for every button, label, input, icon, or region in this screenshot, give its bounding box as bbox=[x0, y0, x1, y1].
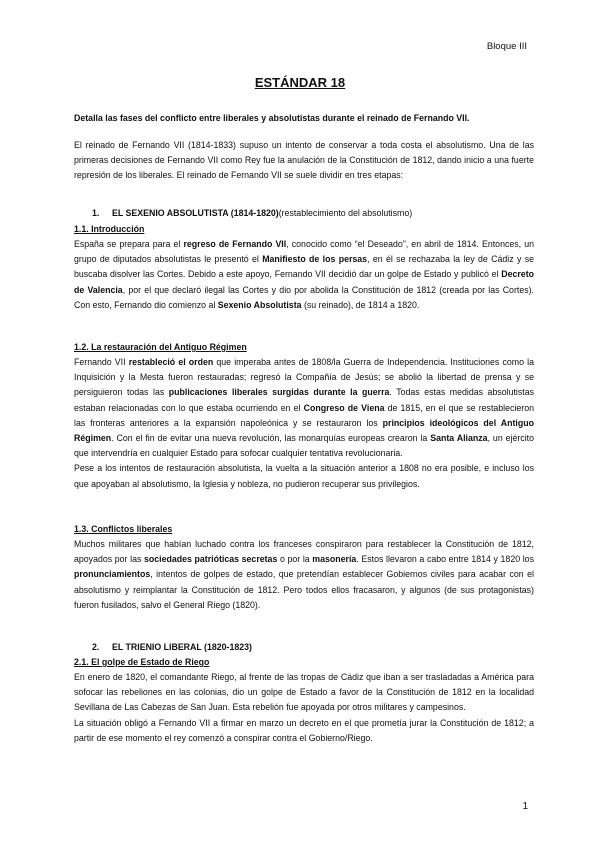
page-title: ESTÁNDAR 18 bbox=[254, 75, 346, 90]
subsection-1-1-heading: 1.1. Introducción bbox=[74, 224, 145, 234]
subsection-2-1-paragraph-2: La situación obligó a Fernando VII a firmar en marzo un decreto en el que prometía jurar la Constitución de 1812; a partir de ese momento el rey comenzó a conspirar contra el Gobierno/Riego. bbox=[74, 717, 534, 743]
section-2-title: EL TRIENIO LIBERAL (1820-1823) bbox=[112, 642, 252, 652]
text-run: (su reinado), de 1814 a 1820. bbox=[301, 299, 420, 310]
text-run: , conocido como “el Deseado”, en abril de 1814. Entonces, un grupo de diputados absolutistas le presentó el bbox=[74, 239, 534, 265]
text-run: de 1815, en el que se restablecieron las fronteras anteriores a la expansión napoleónica y se restauraron los bbox=[74, 402, 534, 428]
subsection-1-1-paragraph bbox=[74, 237, 534, 313]
subsection-2-1-paragraph-1: En enero de 1820, el comandante Riego, al frente de las tropas de Cádiz que iban a ser trasladadas a América para sofocar las rebeliones en las colonias, dio un golpe de Estado a favor de la Constitución de 1812 en la localidad Sevillana de Las Cabezas de San Juan. Esta rebelión fue apoyada por otros militares y campesinos. bbox=[74, 672, 534, 713]
bold-term: Santa Alianza bbox=[430, 433, 488, 444]
text-run: . Con el fin de evitar una nueva revolución, las monarquías europeas crearon la bbox=[111, 433, 431, 444]
subsection-2-1-heading: 2.1. El golpe de Estado de Riego bbox=[74, 657, 210, 667]
text-run: . Todas estas medidas absolutistas estaban relacionadas con lo que estaba ocurriendo en el bbox=[74, 387, 534, 413]
bold-term: regreso de Fernando VII bbox=[183, 239, 287, 249]
text-run: , intentos de golpes de estado, que pretendían establecer Gobiernos civiles para acabar con el absolutismo y reimplantar la Constitución de 1812. Pero todos ellos fracasaron, y algunos (de sus protagonistas) fueron fusilados, salvo el General Riego (1820). bbox=[74, 569, 534, 610]
bold-term: Sexenio Absolutista bbox=[217, 299, 302, 310]
block-label: Bloque III bbox=[486, 41, 527, 52]
bold-term: Decreto de Valencia bbox=[74, 269, 534, 295]
section-1-title: EL SEXENIO ABSOLUTISTA (1814-1820) bbox=[112, 208, 279, 218]
bold-term: publicaciones liberales surgidas durante la guerra bbox=[168, 387, 390, 398]
section-1-number: 1. bbox=[92, 208, 100, 218]
bold-term: masonería bbox=[312, 554, 357, 565]
text-run: o por la bbox=[277, 554, 313, 565]
bold-term: pronunciamientos bbox=[74, 569, 151, 580]
text-run: que imperaba antes de 1808/la Guerra de Independencia. Instituciones como la Inquisición y la Mesta fueron restauradas; regresó la Compañía de Jesús; se abolió la libertad de prensa y se persiguieron todas las bbox=[74, 357, 534, 398]
subsection-1-2-paragraph-2: Pese a los intentos de restauración absolutista, la vuelta a la situación anterior a 1808 no era posible, e incluso los que apoyaban al absolutismo, la Iglesia y nobleza, no pudieron recuperar sus privilegios. bbox=[74, 463, 534, 489]
section-1-heading bbox=[74, 206, 534, 221]
text-run: , un ejército que intervendría en cualquier Estado para sofocar cualquier tentativa revolucionaria. bbox=[74, 433, 534, 459]
bold-term: Congreso de Viena bbox=[303, 402, 385, 413]
text-run: . Estos llevaron a cabo entre 1814 y 1820 los bbox=[356, 554, 534, 565]
section-2-number: 2. bbox=[92, 642, 100, 652]
bold-term: principios ideológicos del Antiguo Régimen bbox=[74, 417, 534, 444]
text-run: Fernando VII bbox=[74, 357, 129, 367]
text-run: , por el que declaró ilegal las Cortes y dio por abolida la Constitución de 1812 (creada por las Cortes). Con esto, Fernando dio comienzo al bbox=[74, 284, 534, 310]
subsection-2-1 bbox=[74, 655, 534, 746]
section-2-heading bbox=[74, 640, 534, 655]
subsection-1-2 bbox=[74, 340, 534, 492]
subsection-1-3 bbox=[74, 522, 534, 613]
intro-paragraph: El reinado de Fernando VII (1814-1833) supuso un intento de conservar a toda costa el absolutismo. Una de las primeras decisiones de Fernando VII como Rey fue la anulación de la Constitución de 1812, dando inicio a una fuerte represión de los liberales. El reinado de Fernando VII se suele dividir en tres etapas: bbox=[74, 140, 534, 181]
bold-term: sociedades patrióticas secretas bbox=[143, 554, 278, 565]
text-run: Muchos militares que habían luchado contra los franceses conspiraron para restablecer la Constitución de 1812, apoyados por las bbox=[74, 539, 534, 565]
subsection-1-2-heading: 1.2. La restauración del Antiguo Régimen bbox=[74, 342, 247, 352]
page-number: 1 bbox=[522, 801, 528, 812]
section-1-subtitle: (restablecimiento del absolutismo) bbox=[278, 208, 413, 218]
bold-term: Manifiesto de los persas bbox=[262, 254, 368, 265]
bold-term: restableció el orden bbox=[128, 357, 214, 367]
text-run: España se prepara para el bbox=[74, 239, 184, 249]
subsection-1-2-paragraph bbox=[74, 355, 534, 461]
subsection-1-3-heading: 1.3. Conflictos liberales bbox=[74, 524, 173, 534]
subsection-1-3-paragraph bbox=[74, 537, 534, 613]
subsection-1-1 bbox=[74, 222, 534, 313]
text-run: , en él se rechazaba la ley de Cádiz y se buscaba disolver las Cortes. Debido a este apoyo, Fernando VII decidió dar un golpe de Estado y publicó el bbox=[74, 254, 534, 280]
standard-statement: Detalla las fases del conflicto entre liberales y absolutistas durante el reinado de Fernando VII. bbox=[74, 113, 470, 123]
